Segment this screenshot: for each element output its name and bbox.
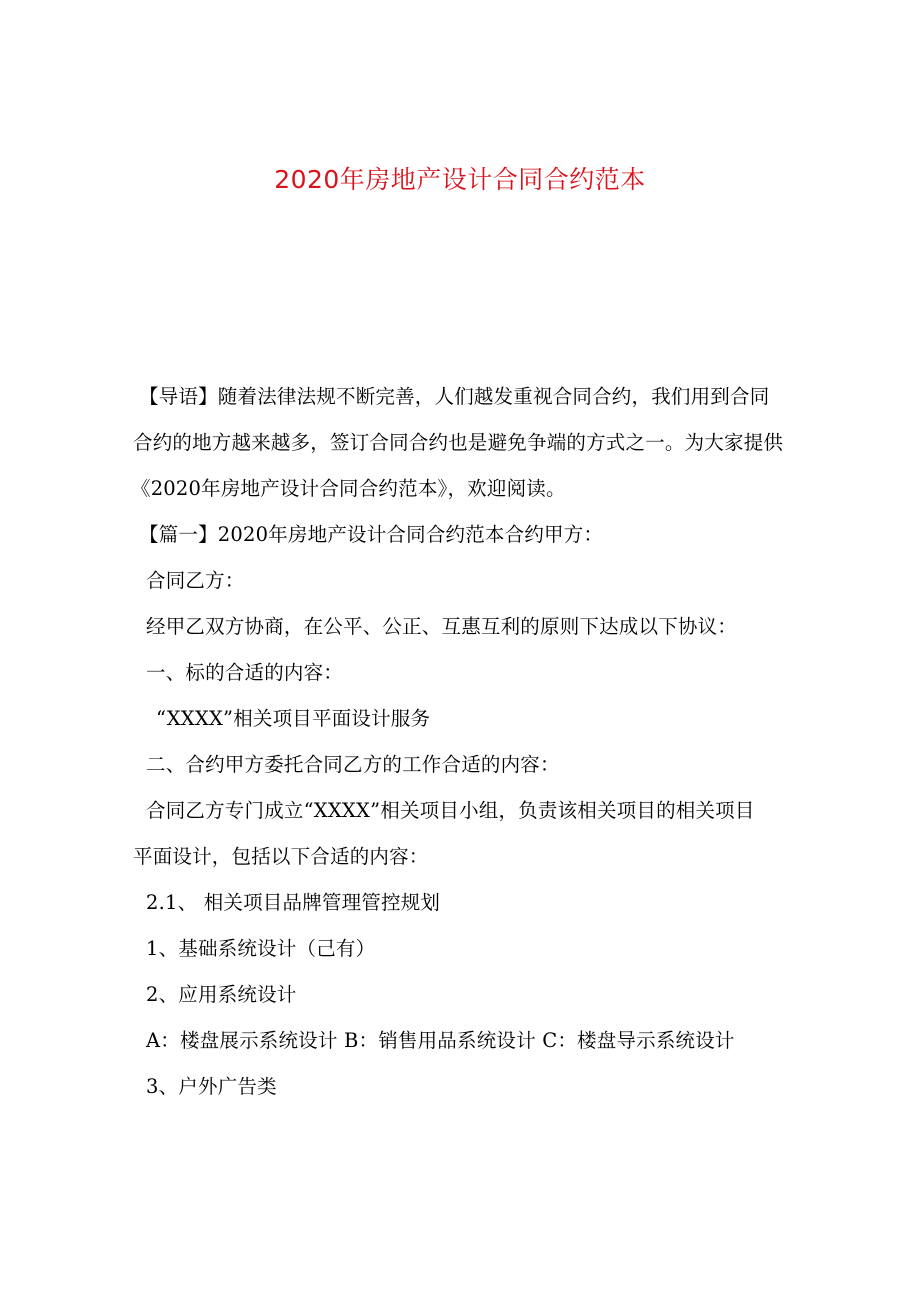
agreement-intro-line: 经甲乙双方协商，在公平、公正、互惠互利的原则下达成以下协议： xyxy=(146,615,738,638)
clause-two-content-line-1: 合同乙方专门成立“XXXX”相关项目小组，负责该相关项目的相关项目 xyxy=(146,799,755,822)
clause-two-content-line-2: 平面设计，包括以下合适的内容： xyxy=(133,845,429,868)
list-item-1: 1、基础系统设计（己有） xyxy=(146,937,376,960)
paragraph-intro-line-3: 《2020年房地产设计合同合约范本》，欢迎阅读。 xyxy=(131,477,566,500)
clause-one-heading: 一、标的合适的内容： xyxy=(146,661,344,684)
section-heading-part-one: 【篇一】2020年房地产设计合同合约范本合约甲方： xyxy=(139,523,604,546)
subclause-2-1: 2.1、 相关项目品牌管理管控规划 xyxy=(146,891,441,914)
paragraph-intro-line-1: 【导语】随着法律法规不断完善，人们越发重视合同合约，我们用到合同 xyxy=(139,385,770,408)
paragraph-intro-line-2: 合约的地方越来越多，签订合同合约也是避免争端的方式之一。为大家提供 xyxy=(133,431,784,454)
list-item-2-details: A：楼盘展示系统设计 B：销售用品系统设计 C：楼盘导示系统设计 xyxy=(146,1029,735,1052)
list-item-3: 3、户外广告类 xyxy=(146,1075,277,1098)
document-title: 2020年房地产设计合同合约范本 xyxy=(274,165,646,194)
list-item-2: 2、应用系统设计 xyxy=(146,983,297,1006)
party-b-line: 合同乙方： xyxy=(146,569,245,592)
clause-one-content: “XXXX”相关项目平面设计服务 xyxy=(156,707,431,730)
clause-two-heading: 二、合约甲方委托合同乙方的工作合适的内容： xyxy=(146,753,560,776)
